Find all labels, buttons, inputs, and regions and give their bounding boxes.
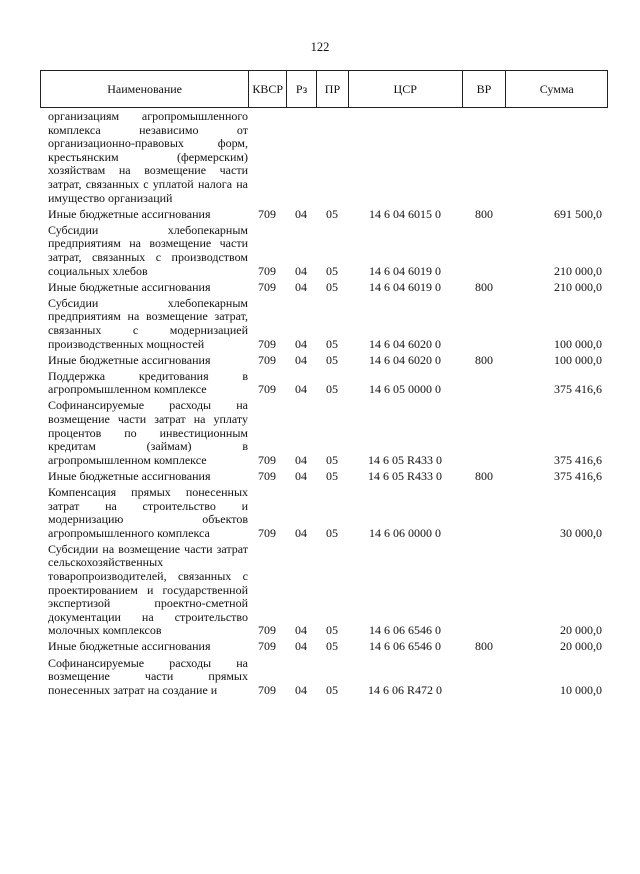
row-kvsr: 709 — [258, 382, 276, 397]
row-rz: 04 — [295, 468, 307, 483]
table-row — [40, 110, 608, 205]
table-row — [40, 399, 608, 467]
row-csr: 14 6 05 R433 0 — [367, 452, 442, 467]
row-csr: 14 6 06 6546 0 — [369, 639, 441, 654]
row-csr: 14 6 04 6015 0 — [369, 206, 441, 221]
row-kvsr: 709 — [258, 352, 276, 367]
row-rz: 04 — [295, 382, 307, 397]
row-sum: 375 416,6 — [554, 452, 602, 467]
row-kvsr: 709 — [258, 468, 276, 483]
header-kvsr: КВСР — [248, 71, 286, 107]
row-kvsr: 709 — [258, 623, 276, 638]
table-body — [40, 110, 608, 697]
row-sum: 100 000,0 — [554, 352, 602, 367]
row-csr: 14 6 06 R472 0 — [367, 682, 442, 697]
row-sum: 375 416,6 — [554, 382, 602, 397]
table-row — [40, 297, 608, 351]
row-kvsr: 709 — [258, 279, 276, 294]
header-rz: Рз — [286, 71, 316, 107]
row-pr: 05 — [326, 206, 338, 221]
row-vr: 800 — [475, 206, 493, 221]
row-name: Субсидии на возмещение части затрат сельскохозяйственных товаропроизводителей, связанных с проектированием и государственной экспертизой проектно-сметной документации на строительство молочных комплексов — [48, 541, 248, 638]
table-row — [40, 370, 608, 397]
row-kvsr: 709 — [258, 525, 276, 540]
row-sum: 30 000,0 — [560, 525, 602, 540]
row-name: организациям агропромышленного комплекса независимо от организационно-правовых форм, крестьянским (фермерским) хозяйствам на возмещение части затрат, связанных с уплатой налога на имущество организаций — [48, 109, 248, 205]
row-sum: 20 000,0 — [560, 623, 602, 638]
row-pr: 05 — [326, 623, 338, 638]
row-pr: 05 — [326, 682, 338, 697]
row-rz: 04 — [295, 452, 307, 467]
row-name: Иные бюджетные ассигнования — [48, 639, 211, 654]
row-pr: 05 — [326, 352, 338, 367]
row-csr: 14 6 04 6019 0 — [369, 279, 441, 294]
row-vr: 800 — [475, 639, 493, 654]
row-vr: 800 — [475, 279, 493, 294]
row-rz: 04 — [295, 623, 307, 638]
table-row — [40, 486, 608, 540]
row-kvsr: 709 — [258, 206, 276, 221]
row-name: Поддержка кредитования в агропромышленном комплексе — [48, 368, 248, 397]
row-rz: 04 — [295, 682, 307, 697]
table-row — [40, 224, 608, 278]
row-rz: 04 — [295, 525, 307, 540]
row-kvsr: 709 — [258, 682, 276, 697]
header-vr: ВР — [462, 71, 506, 107]
row-name: Иные бюджетные ассигнования — [48, 468, 211, 483]
row-name: Компенсация прямых понесенных затрат на строительство и модернизацию объектов агропромышленного комплекса — [48, 484, 248, 540]
row-pr: 05 — [326, 452, 338, 467]
header-sum: Сумма — [505, 71, 607, 107]
row-csr: 14 6 05 0000 0 — [369, 382, 441, 397]
row-sum: 10 000,0 — [560, 682, 602, 697]
row-name: Иные бюджетные ассигнования — [48, 279, 211, 294]
row-sum: 210 000,0 — [554, 263, 602, 278]
row-name: Софинансируемые расходы на возмещение части прямых понесенных затрат на создание и — [48, 655, 248, 697]
row-csr: 14 6 05 R433 0 — [367, 468, 442, 483]
header-csr: ЦСР — [348, 71, 462, 107]
row-rz: 04 — [295, 352, 307, 367]
row-rz: 04 — [295, 336, 307, 351]
table-row — [40, 640, 608, 654]
row-sum: 210 000,0 — [554, 279, 602, 294]
row-name: Субсидии хлебопекарным предприятиям на возмещение затрат, связанных с модернизацией производственных мощностей — [48, 295, 248, 351]
table-row — [40, 657, 608, 698]
row-csr: 14 6 04 6019 0 — [369, 263, 441, 278]
row-vr: 800 — [475, 468, 493, 483]
row-pr: 05 — [326, 639, 338, 654]
row-kvsr: 709 — [258, 263, 276, 278]
row-pr: 05 — [326, 279, 338, 294]
header-name: Наименование — [107, 81, 183, 96]
row-pr: 05 — [326, 525, 338, 540]
table-header — [40, 70, 608, 108]
row-pr: 05 — [326, 336, 338, 351]
row-kvsr: 709 — [258, 336, 276, 351]
row-name: Софинансируемые расходы на возмещение части затрат на уплату процентов по инвестиционным кредитам (займам) в агропромышленном комплексе — [48, 398, 248, 467]
row-name: Иные бюджетные ассигнования — [48, 206, 211, 221]
table-row — [40, 281, 608, 295]
row-kvsr: 709 — [258, 452, 276, 467]
row-rz: 04 — [295, 639, 307, 654]
row-sum: 375 416,6 — [554, 468, 602, 483]
row-pr: 05 — [326, 468, 338, 483]
row-kvsr: 709 — [258, 639, 276, 654]
row-sum: 20 000,0 — [560, 639, 602, 654]
row-csr: 14 6 06 0000 0 — [369, 525, 441, 540]
page-number: 122 — [310, 40, 330, 54]
table-row — [40, 208, 608, 222]
row-rz: 04 — [295, 279, 307, 294]
table-row — [40, 470, 608, 484]
row-rz: 04 — [295, 206, 307, 221]
row-csr: 14 6 06 6546 0 — [369, 623, 441, 638]
row-sum: 100 000,0 — [554, 336, 602, 351]
row-csr: 14 6 04 6020 0 — [369, 336, 441, 351]
row-name: Субсидии хлебопекарным предприятиям на возмещение части затрат, связанных с производством социальных хлебов — [48, 222, 248, 278]
header-pr: ПР — [316, 71, 348, 107]
row-rz: 04 — [295, 263, 307, 278]
row-pr: 05 — [326, 382, 338, 397]
table-row — [40, 543, 608, 638]
row-csr: 14 6 04 6020 0 — [369, 352, 441, 367]
row-sum: 691 500,0 — [554, 206, 602, 221]
table-row — [40, 354, 608, 368]
row-vr: 800 — [475, 352, 493, 367]
row-pr: 05 — [326, 263, 338, 278]
row-name: Иные бюджетные ассигнования — [48, 352, 211, 367]
